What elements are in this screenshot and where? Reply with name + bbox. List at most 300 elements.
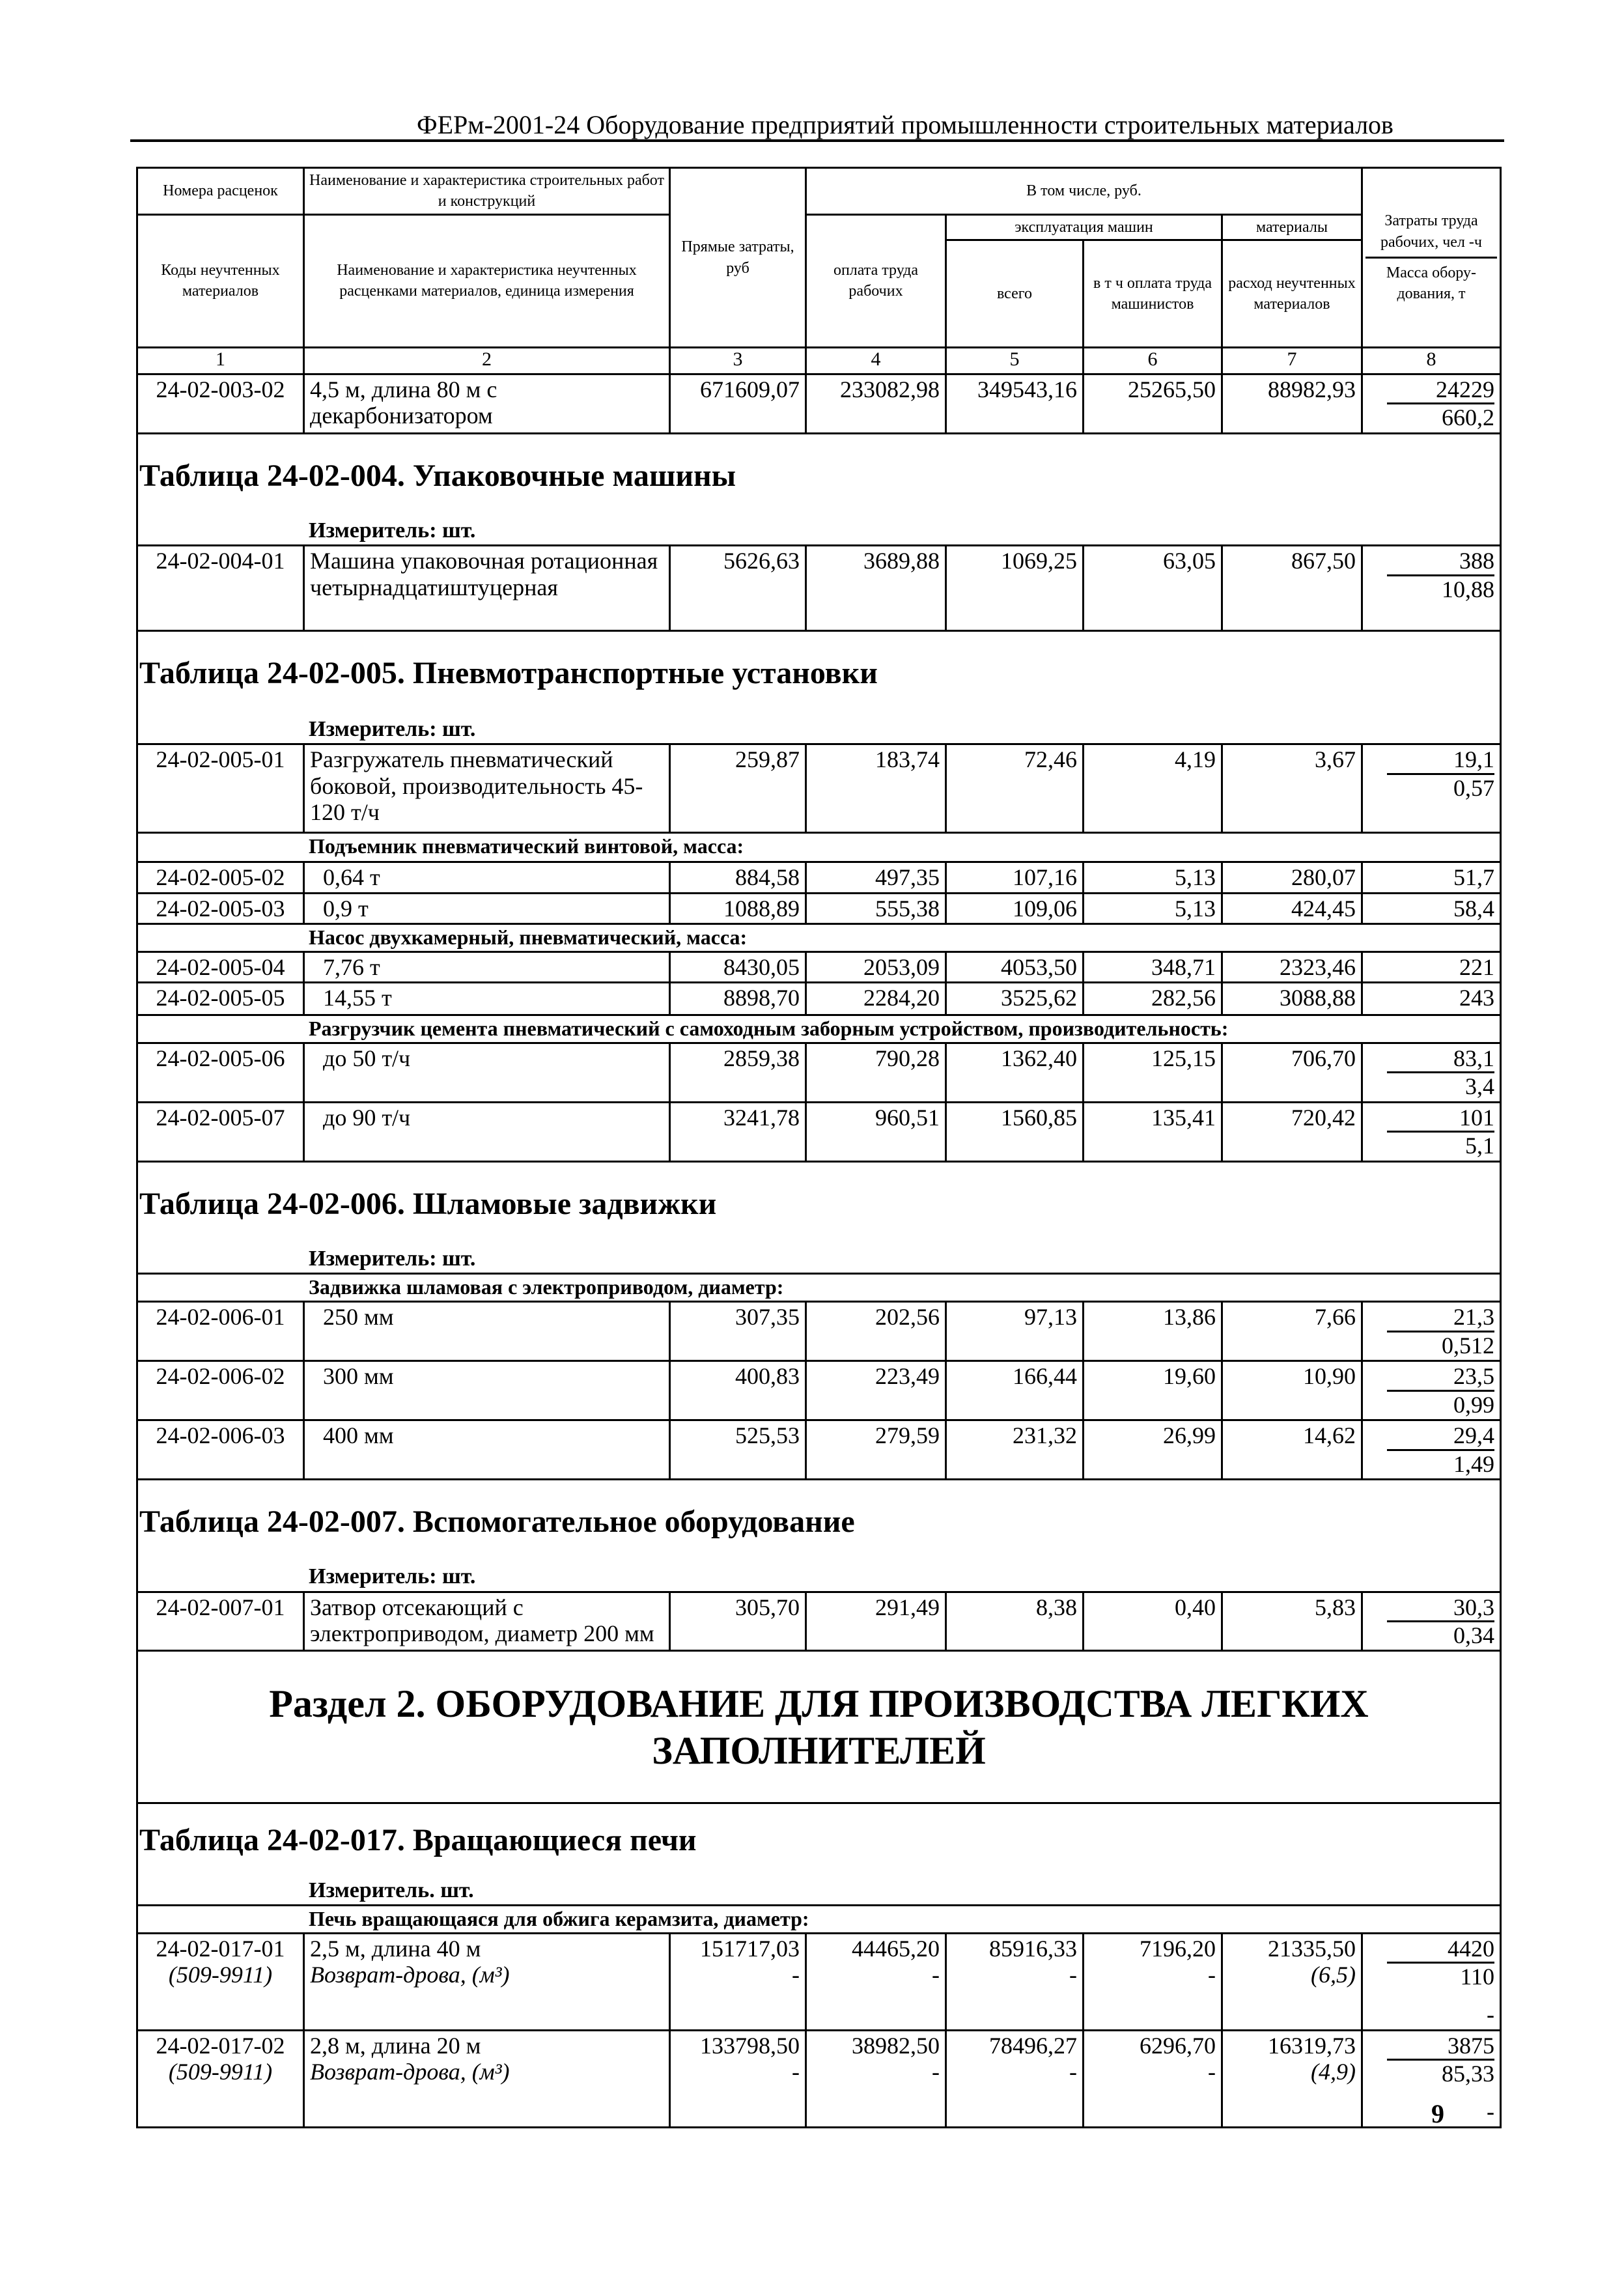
value-cell [1222, 1302, 1362, 1361]
group-label: Печь вращающаяся для обжига керамзита, диаметр: [309, 1906, 809, 1930]
rate-name: 14,55 т [323, 985, 392, 1011]
sub-value: - [1069, 2059, 1077, 2085]
value: 7,66 [1315, 1304, 1356, 1331]
value: 720,42 [1291, 1104, 1356, 1131]
value: 97,13 [1024, 1304, 1077, 1331]
value: 3689,88 [863, 548, 940, 574]
value: 2053,09 [863, 954, 940, 980]
value-cell [806, 1302, 946, 1361]
value: 10,90 [1303, 1363, 1356, 1390]
value: 166,44 [1013, 1363, 1077, 1390]
running-header: ФЕРм-2001-24 Оборудование предприятий промышленности строительных материалов [417, 110, 1393, 139]
unit-cell [137, 517, 1501, 546]
table-title: Таблица 24-02-005. Пневмотранспортные установки [139, 656, 878, 691]
equipment-mass: 0,99 [1453, 1391, 1494, 1418]
value-cell [946, 1302, 1084, 1361]
header-name: Наименование и характеристика строительных работ и конструкций [304, 168, 670, 215]
rate-code: 24-02-003-02 [156, 376, 285, 403]
value-cell [1222, 2030, 1362, 2127]
value: 125,15 [1151, 1045, 1216, 1072]
value-cell [1222, 374, 1362, 434]
rate-code: 24-02-004-01 [156, 548, 285, 574]
value-cell [1222, 546, 1362, 631]
value: 231,32 [1013, 1422, 1077, 1449]
unit-cell [137, 1877, 1501, 1906]
sub-value: (6,5) [1311, 1962, 1356, 1988]
material-name: Возврат-дрова, (м³) [310, 1962, 510, 1988]
rate-code: 24-02-007-01 [156, 1594, 285, 1620]
labor-mass-cell [1362, 1420, 1501, 1480]
unit-label: Измеритель: шт. [309, 1564, 476, 1589]
rate-code: 24-02-006-01 [156, 1304, 285, 1331]
rate-name: 250 мм [323, 1304, 394, 1331]
value: 348,71 [1151, 954, 1216, 980]
value: 0,40 [1175, 1594, 1216, 1620]
table-title: Таблица 24-02-017. Вращающиеся печи [139, 1823, 697, 1858]
value: 6296,70 [1140, 2032, 1216, 2059]
value: 8,38 [1036, 1594, 1077, 1620]
value: 1088,89 [723, 895, 800, 922]
labor-cost: 3875 [1448, 2032, 1494, 2059]
table-title-row [137, 1479, 1501, 1563]
sub-value: (4,9) [1311, 2059, 1356, 2085]
rate-code: 24-02-005-02 [156, 864, 285, 891]
group-cell [137, 1274, 1501, 1302]
labor-cost: 101 [1459, 1104, 1494, 1131]
group-cell [137, 1015, 1501, 1043]
value-cell [806, 744, 946, 833]
header-machinist-pay: в т ч оплата труда машинистов [1084, 240, 1222, 348]
labor-cost: 21,3 [1453, 1304, 1494, 1331]
labor-mass-cell [1362, 862, 1501, 893]
table-title-cell [137, 1803, 1501, 1877]
value-cell [1084, 374, 1222, 434]
value-cell [670, 744, 806, 833]
group-cell [137, 833, 1501, 862]
value: 109,06 [1013, 895, 1077, 922]
value: 8430,05 [723, 954, 800, 980]
value: 555,38 [875, 895, 940, 922]
table-title-row [137, 1161, 1501, 1245]
value: 790,28 [875, 1045, 940, 1072]
value-cell [806, 983, 946, 1015]
labor-mass-cell [1362, 1592, 1501, 1651]
value-cell [806, 1933, 946, 2030]
material-name: Возврат-дрова, (м³) [310, 2059, 510, 2085]
group-label: Подъемник пневматический винтовой, масса: [309, 834, 744, 858]
value-cell [1084, 893, 1222, 923]
value-cell [670, 893, 806, 923]
value-cell [806, 1102, 946, 1161]
header-rule [130, 139, 1504, 142]
code-cell [137, 983, 304, 1015]
value-cell [1222, 744, 1362, 833]
group-row [137, 1274, 1501, 1302]
rate-code: 24-02-006-03 [156, 1422, 285, 1449]
rate-name: 0,64 т [323, 864, 380, 891]
rate-code: 24-02-005-05 [156, 985, 285, 1011]
value: 671609,07 [700, 376, 800, 403]
table-row [137, 1102, 1501, 1161]
unit-label: Измеритель: шт. [309, 1247, 476, 1271]
table-title-row [137, 433, 1501, 517]
name-cell [304, 1592, 670, 1651]
table-title-row [137, 631, 1501, 715]
value: 1560,85 [1001, 1104, 1077, 1131]
header-direct-costs: Прямые затраты, руб [670, 168, 806, 348]
value: 78496,27 [989, 2032, 1077, 2059]
value: 3241,78 [723, 1104, 800, 1131]
name-cell [304, 862, 670, 893]
value: 26,99 [1163, 1422, 1216, 1449]
labor-cost: 388 [1459, 548, 1494, 574]
value-cell [806, 374, 946, 434]
value: 135,41 [1151, 1104, 1216, 1131]
code-cell [137, 862, 304, 893]
unit-label: Измеритель. шт. [309, 1878, 474, 1902]
value-cell [946, 1043, 1084, 1103]
header-materials: материалы [1222, 214, 1362, 240]
labor-mass-cell [1362, 1361, 1501, 1420]
header-mass: Масса обору-дования, т [1386, 264, 1477, 303]
rate-code: 24-02-005-03 [156, 895, 285, 922]
material-code: (509-9911) [168, 1962, 273, 1988]
value-cell [1222, 862, 1362, 893]
value: 44465,20 [852, 1935, 940, 1962]
group-cell [137, 924, 1501, 952]
labor-cost: 24229 [1436, 376, 1494, 403]
sub-value: - [932, 1962, 940, 1988]
column-number: 3 [670, 348, 806, 374]
value-cell [806, 952, 946, 983]
group-label: Разгрузчик цемента пневматический с самоходным заборным устройством, производительность: [309, 1017, 1229, 1041]
header-labor: Затраты труда рабочих, чел -ч [1365, 210, 1497, 259]
value: 85916,33 [989, 1935, 1077, 1962]
table-row [137, 1592, 1501, 1651]
value: 133798,50 [700, 2032, 800, 2059]
rate-name: Разгружатель пневматический боковой, производительность 45-120 т/ч [310, 746, 643, 825]
rate-name: 0,9 т [323, 895, 369, 922]
equipment-mass: 0,512 [1442, 1332, 1494, 1359]
value: 2859,38 [723, 1045, 800, 1072]
sub-value: - [932, 2059, 940, 2085]
rate-code: 24-02-017-01 [156, 1935, 285, 1962]
labor-cost: 4420 [1448, 1935, 1494, 1962]
value: 7196,20 [1140, 1935, 1216, 1962]
value: 21335,50 [1268, 1935, 1356, 1962]
table-row [137, 862, 1501, 893]
name-cell [304, 952, 670, 983]
value: 279,59 [875, 1422, 940, 1449]
column-numbers-row [137, 348, 1501, 374]
value-cell [670, 1592, 806, 1651]
name-cell [304, 983, 670, 1015]
code-cell [137, 1043, 304, 1103]
unit-cell [137, 1245, 1501, 1274]
labor-cost: 221 [1459, 954, 1494, 980]
rate-code: 24-02-005-07 [156, 1104, 285, 1131]
equipment-mass: 1,49 [1453, 1450, 1494, 1477]
value: 525,53 [735, 1422, 800, 1449]
table-title: Таблица 24-02-004. Упаковочные машины [139, 458, 736, 493]
code-cell [137, 1302, 304, 1361]
value-cell [806, 1592, 946, 1651]
sub-value: - [792, 2059, 800, 2085]
value-cell [1222, 952, 1362, 983]
equipment-mass: 0,34 [1453, 1622, 1494, 1648]
value: 4,19 [1175, 746, 1216, 773]
value: 1069,25 [1001, 548, 1077, 574]
value-cell [1084, 1102, 1222, 1161]
rate-code: 24-02-005-04 [156, 954, 285, 980]
value-cell [946, 952, 1084, 983]
value-cell [806, 1043, 946, 1103]
code-cell [137, 1592, 304, 1651]
table-row [137, 893, 1501, 923]
name-cell [304, 374, 670, 434]
value: 25265,50 [1128, 376, 1216, 403]
group-row [137, 1905, 1501, 1933]
value: 4053,50 [1001, 954, 1077, 980]
table-row [137, 2030, 1501, 2127]
name-cell [304, 893, 670, 923]
rate-name: 300 мм [323, 1363, 394, 1390]
value: 307,35 [735, 1304, 800, 1331]
code-cell [137, 1102, 304, 1161]
labor-cost: 19,1 [1453, 746, 1494, 773]
rate-name: 4,5 м, длина 80 м с декарбонизатором [310, 376, 497, 429]
labor-cost: 30,3 [1453, 1594, 1494, 1620]
table-title: Таблица 24-02-007. Вспомогательное оборудование [139, 1504, 855, 1539]
value-cell [670, 862, 806, 893]
unit-row [137, 1563, 1501, 1592]
column-number: 2 [304, 348, 670, 374]
header-labor-mass [1362, 168, 1501, 348]
sub-value: - [1208, 1962, 1216, 1988]
labor-mass-cell [1362, 1302, 1501, 1361]
value: 8898,70 [723, 985, 800, 1011]
code-cell [137, 1933, 304, 2030]
header-machines: эксплуатация машин [946, 214, 1222, 240]
equipment-mass: 10,88 [1442, 576, 1494, 602]
labor-cost: 83,1 [1453, 1045, 1494, 1072]
page-number: 9 [1431, 2099, 1444, 2128]
value: 5,13 [1175, 864, 1216, 891]
column-number: 8 [1362, 348, 1501, 374]
table-row [137, 983, 1501, 1015]
column-number: 1 [137, 348, 304, 374]
table-title-cell [137, 1161, 1501, 1245]
rate-name: 2,8 м, длина 20 м [310, 2032, 481, 2059]
unit-cell [137, 1563, 1501, 1592]
section-heading-cell [137, 1651, 1501, 1803]
header-labor-pay: оплата труда рабочих [806, 214, 946, 347]
name-cell [304, 1361, 670, 1420]
value-cell [1084, 1933, 1222, 2030]
value-cell [1222, 1420, 1362, 1480]
table-title-row [137, 1803, 1501, 1877]
unit-cell [137, 715, 1501, 744]
value: 72,46 [1024, 746, 1077, 773]
header-codes: Номера расценок [137, 168, 304, 215]
rate-code: 24-02-017-02 [156, 2032, 285, 2059]
value-cell [670, 1043, 806, 1103]
value: 960,51 [875, 1104, 940, 1131]
value-cell [946, 546, 1084, 631]
sub-value: - [1069, 1962, 1077, 1988]
labor-cost: 243 [1459, 985, 1494, 1011]
table-title-cell [137, 1479, 1501, 1563]
value-cell [806, 1361, 946, 1420]
labor-mass-cell [1362, 374, 1501, 434]
value-cell [670, 2030, 806, 2127]
rate-name: 400 мм [323, 1422, 394, 1449]
table-row [137, 1043, 1501, 1103]
value: 3,67 [1315, 746, 1356, 773]
value-cell [1084, 952, 1222, 983]
unit-row [137, 1245, 1501, 1274]
table-row [137, 744, 1501, 833]
value-cell [670, 374, 806, 434]
value: 233082,98 [840, 376, 940, 403]
value-cell [670, 1102, 806, 1161]
labor-cost: 58,4 [1453, 895, 1494, 922]
column-number: 7 [1222, 348, 1362, 374]
table-row [137, 952, 1501, 983]
value-cell [1084, 983, 1222, 1015]
group-row [137, 924, 1501, 952]
unit-row [137, 517, 1501, 546]
rate-code: 24-02-006-02 [156, 1363, 285, 1390]
value: 14,62 [1303, 1422, 1356, 1449]
value-cell [670, 1361, 806, 1420]
price-table [136, 167, 1502, 2128]
value-cell [1222, 1933, 1362, 2030]
unit-row [137, 715, 1501, 744]
rate-name: до 50 т/ч [323, 1045, 411, 1072]
name-cell [304, 546, 670, 631]
header-unaccounted-name: Наименование и характеристика неучтенных расценками материалов, единица измерения [304, 214, 670, 347]
equipment-mass: 5,1 [1465, 1133, 1494, 1159]
value-cell [946, 1102, 1084, 1161]
value: 5626,63 [723, 548, 800, 574]
table-row [137, 546, 1501, 631]
value: 63,05 [1163, 548, 1216, 574]
table-title-cell [137, 433, 1501, 517]
unit-label: Измеритель: шт. [309, 518, 476, 543]
value-cell [1222, 1361, 1362, 1420]
value: 282,56 [1151, 985, 1216, 1011]
sub-value: - [1487, 2098, 1494, 2125]
rate-name: Машина упаковочная ротационная четырнадцатиштуцерная [310, 548, 658, 600]
value-cell [1222, 983, 1362, 1015]
sub-value: - [792, 1962, 800, 1988]
code-cell [137, 374, 304, 434]
code-cell [137, 893, 304, 923]
value-cell [670, 952, 806, 983]
rate-name: до 90 т/ч [323, 1104, 411, 1131]
value: 280,07 [1291, 864, 1356, 891]
labor-mass-cell [1362, 983, 1501, 1015]
equipment-mass: 660,2 [1442, 404, 1494, 431]
value-cell [946, 983, 1084, 1015]
value: 305,70 [735, 1594, 800, 1620]
header-material-use: расход неучтенных материалов [1222, 240, 1362, 348]
value-cell [946, 1361, 1084, 1420]
value-cell [1222, 1592, 1362, 1651]
value-cell [946, 374, 1084, 434]
name-cell [304, 1043, 670, 1103]
value: 3525,62 [1001, 985, 1077, 1011]
rate-name: 7,76 т [323, 954, 380, 980]
labor-cost: 23,5 [1453, 1363, 1494, 1390]
code-cell [137, 2030, 304, 2127]
group-row [137, 1015, 1501, 1043]
column-number: 6 [1084, 348, 1222, 374]
value-cell [1222, 1102, 1362, 1161]
header-unaccounted-codes: Коды неучтенных материалов [137, 214, 304, 347]
value-cell [806, 2030, 946, 2127]
value: 5,83 [1315, 1594, 1356, 1620]
value: 151717,03 [700, 1935, 800, 1962]
value: 706,70 [1291, 1045, 1356, 1072]
group-label: Задвижка шламовая с электроприводом, диаметр: [309, 1275, 784, 1299]
value-cell [946, 893, 1084, 923]
value-cell [806, 862, 946, 893]
name-cell [304, 2030, 670, 2127]
value: 19,60 [1163, 1363, 1216, 1390]
material-code: (509-9911) [168, 2059, 273, 2085]
table-row [137, 1420, 1501, 1480]
value-cell [1084, 1592, 1222, 1651]
value-cell [1084, 546, 1222, 631]
value: 291,49 [875, 1594, 940, 1620]
unit-label: Измеритель: шт. [309, 717, 476, 742]
table-row [137, 1302, 1501, 1361]
value-cell [1222, 893, 1362, 923]
value-cell [806, 893, 946, 923]
table-title-cell [137, 631, 1501, 715]
value: 16319,73 [1268, 2032, 1356, 2059]
sub-value: - [1208, 2059, 1216, 2085]
value: 867,50 [1291, 548, 1356, 574]
header-machines-total: всего [946, 240, 1084, 348]
value-cell [670, 983, 806, 1015]
column-number: 5 [946, 348, 1084, 374]
name-cell [304, 1420, 670, 1480]
table-row [137, 1933, 1501, 2030]
value-cell [946, 2030, 1084, 2127]
column-number: 4 [806, 348, 946, 374]
name-cell [304, 1302, 670, 1361]
value-cell [670, 1302, 806, 1361]
value: 5,13 [1175, 895, 1216, 922]
value: 497,35 [875, 864, 940, 891]
value-cell [1084, 1361, 1222, 1420]
value: 2323,46 [1280, 954, 1356, 980]
value-cell [1084, 862, 1222, 893]
labor-cost: 51,7 [1453, 864, 1494, 891]
table-row [137, 374, 1501, 434]
code-cell [137, 1361, 304, 1420]
code-cell [137, 546, 304, 631]
value: 3088,88 [1280, 985, 1356, 1011]
labor-mass-cell [1362, 1102, 1501, 1161]
value: 13,86 [1163, 1304, 1216, 1331]
equipment-mass: 3,4 [1465, 1073, 1494, 1100]
value: 202,56 [875, 1304, 940, 1331]
value-cell [670, 546, 806, 631]
